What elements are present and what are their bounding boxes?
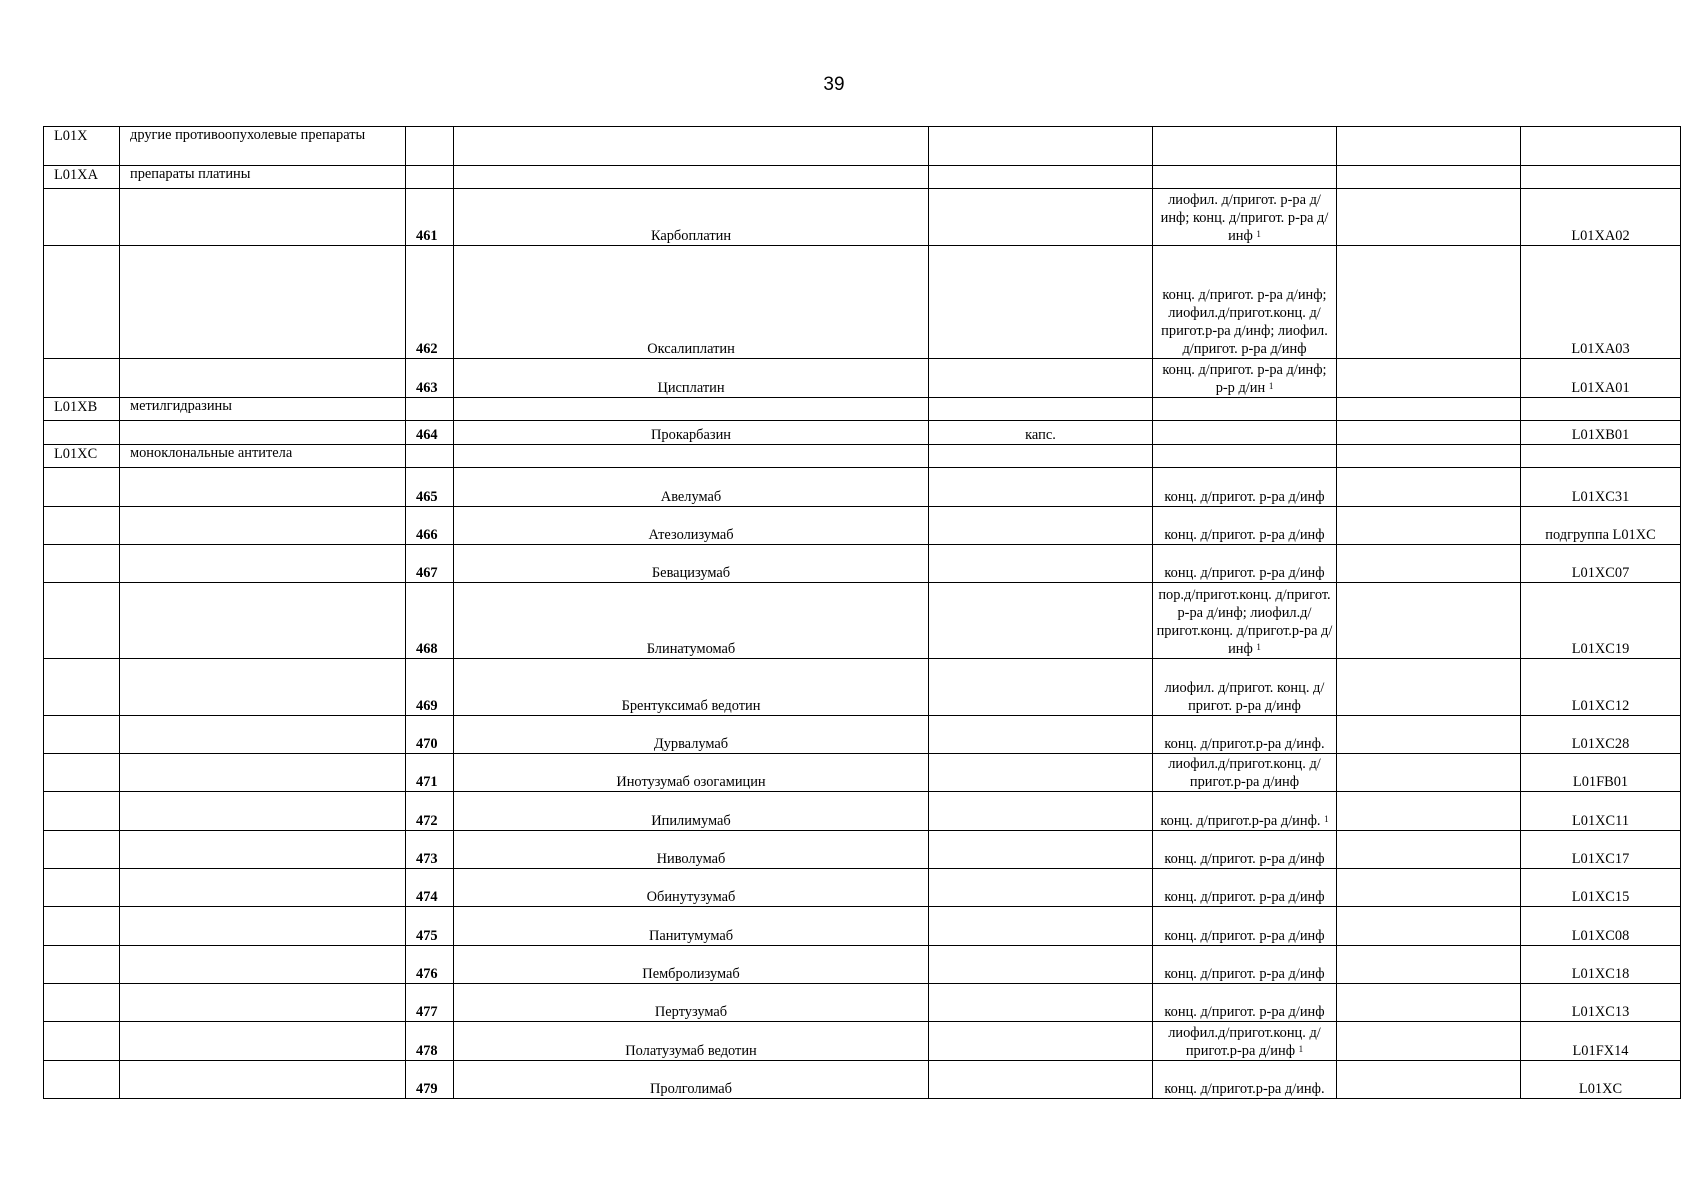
drug-name-text: Пролголимаб (650, 1081, 732, 1097)
drug-name-cell (454, 398, 929, 421)
group-name-text: препараты платины (130, 166, 251, 182)
drug-name-cell (454, 907, 929, 946)
group-name-cell (120, 831, 406, 869)
row-number-cell (406, 716, 454, 754)
empty-cell (1337, 754, 1521, 792)
drug-name-cell (454, 421, 929, 445)
group-name-cell (120, 468, 406, 507)
group-name-cell (120, 507, 406, 545)
drug-row (44, 189, 1681, 246)
row-number-text: 470 (416, 736, 438, 752)
footnote-marker: 1 (1256, 642, 1261, 652)
group-name-cell (120, 907, 406, 946)
dosage-form-cell (929, 907, 1153, 946)
atc-code-cell (1521, 166, 1681, 189)
atc-group-code-cell (44, 792, 120, 831)
dosage-form-cell (929, 1061, 1153, 1099)
drug-name-text: Дурвалумаб (653, 736, 729, 752)
release-form-cell (1153, 189, 1337, 246)
dosage-form-cell (929, 246, 1153, 359)
drug-name-text: Бевацизумаб (651, 565, 731, 581)
release-form-cell (1153, 716, 1337, 754)
group-name-cell (120, 946, 406, 984)
release-form-text: конц. д/пригот. р-ра д/инф (1164, 489, 1325, 505)
drug-name-cell (454, 659, 929, 716)
atc-group-code-cell (44, 1061, 120, 1099)
release-form-cell (1153, 445, 1337, 468)
drug-row (44, 421, 1681, 445)
atc-code-cell (1521, 507, 1681, 545)
dosage-form-cell (929, 445, 1153, 468)
drug-name-text: Пертузумаб (654, 1004, 728, 1020)
drug-name-cell (454, 831, 929, 869)
drug-name-text: Оксалиплатин (647, 341, 735, 357)
drug-name-text: Инотузумаб озогамицин (616, 774, 766, 790)
drug-name-text: Блинатумомаб (646, 641, 736, 657)
row-number-text: 465 (416, 489, 438, 505)
dosage-form-cell (929, 421, 1153, 445)
drug-name-cell (454, 246, 929, 359)
empty-cell (1337, 507, 1521, 545)
release-form-text: конц. д/пригот. р-ра д/инф (1164, 565, 1325, 581)
atc-group-code-cell (44, 127, 120, 166)
row-number-text: 476 (416, 966, 438, 982)
footnote-marker: 1 (1298, 1044, 1304, 1054)
release-form-cell (1153, 359, 1337, 398)
row-number-cell (406, 831, 454, 869)
drug-name-cell (454, 359, 929, 398)
drug-name-cell (454, 545, 929, 583)
atc-group-code-cell (44, 869, 120, 907)
atc-group-code-cell (44, 659, 120, 716)
footnote-marker: 1 (1268, 381, 1274, 391)
group-name-cell (120, 246, 406, 359)
atc-code-text: L01XC13 (1571, 1004, 1630, 1020)
release-form-text: конц. д/пригот. р-ра д/инф (1164, 966, 1325, 982)
release-form-cell (1153, 246, 1337, 359)
atc-code-cell (1521, 398, 1681, 421)
dosage-form-cell (929, 984, 1153, 1022)
release-form-cell (1153, 659, 1337, 716)
drug-row (44, 1022, 1681, 1061)
atc-group-code-cell (44, 468, 120, 507)
group-name-text: моноклональные антитела (130, 445, 293, 461)
atc-code-cell (1521, 907, 1681, 946)
row-number-text: 469 (416, 698, 438, 714)
dosage-form-cell (929, 545, 1153, 583)
release-form-text: конц. д/пригот. р-ра д/инф; лиофил.д/пригот.конц. д/пригот.р-ра д/инф; лиофил. д/пригот. р-ра д/инф (1161, 287, 1328, 357)
empty-cell (1337, 359, 1521, 398)
empty-cell (1337, 166, 1521, 189)
empty-cell (1337, 246, 1521, 359)
row-number-cell (406, 545, 454, 583)
dosage-form-cell (929, 792, 1153, 831)
atc-group-code-cell (44, 754, 120, 792)
row-number-cell (406, 445, 454, 468)
atc-code-cell (1521, 831, 1681, 869)
row-number-cell (406, 359, 454, 398)
atc-code-cell (1521, 127, 1681, 166)
atc-code-text: L01XC28 (1571, 736, 1630, 752)
drug-name-cell (454, 716, 929, 754)
atc-code-text: L01XC18 (1571, 966, 1630, 982)
release-form-cell (1153, 468, 1337, 507)
atc-group-code-cell (44, 246, 120, 359)
atc-group-code-cell (44, 984, 120, 1022)
empty-cell (1337, 421, 1521, 445)
drug-row (44, 716, 1681, 754)
atc-group-code-cell (44, 398, 120, 421)
atc-code-text: L01XC08 (1571, 928, 1630, 944)
atc-group-code-cell (44, 507, 120, 545)
empty-cell (1337, 189, 1521, 246)
row-number-cell (406, 792, 454, 831)
drug-name-cell (454, 754, 929, 792)
dosage-form-cell (929, 659, 1153, 716)
atc-group-code-cell (44, 1022, 120, 1061)
drug-row (44, 831, 1681, 869)
group-name-cell (120, 1022, 406, 1061)
atc-code-text: подгруппа L01XC (1545, 527, 1656, 543)
empty-cell (1337, 907, 1521, 946)
dosage-form-cell (929, 946, 1153, 984)
atc-group-code-cell (44, 946, 120, 984)
drug-row (44, 984, 1681, 1022)
dosage-form-cell (929, 869, 1153, 907)
atc-code-cell (1521, 545, 1681, 583)
row-number-text: 479 (416, 1081, 438, 1097)
atc-group-code-cell (44, 583, 120, 659)
group-name-cell (120, 792, 406, 831)
group-row (44, 445, 1681, 468)
drug-name-cell (454, 984, 929, 1022)
row-number-cell (406, 1061, 454, 1099)
atc-code-text: L01XC17 (1571, 851, 1630, 867)
row-number-cell (406, 166, 454, 189)
row-number-cell (406, 984, 454, 1022)
atc-code-cell (1521, 246, 1681, 359)
atc-code-text: L01XC15 (1571, 889, 1630, 905)
group-name-cell (120, 869, 406, 907)
row-number-text: 474 (416, 889, 438, 905)
group-name-cell (120, 659, 406, 716)
atc-code-cell (1521, 792, 1681, 831)
group-row (44, 398, 1681, 421)
atc-code-text: L01XC31 (1571, 489, 1630, 505)
drug-name-text: Атезолизумаб (648, 527, 734, 543)
group-name-cell (120, 984, 406, 1022)
drug-row (44, 1061, 1681, 1099)
drug-name-cell (454, 1022, 929, 1061)
row-number-cell (406, 246, 454, 359)
row-number-cell (406, 907, 454, 946)
atc-code-cell (1521, 359, 1681, 398)
drug-name-text: Пембролизумаб (642, 966, 740, 982)
empty-cell (1337, 127, 1521, 166)
row-number-text: 477 (416, 1004, 438, 1020)
drug-row (44, 359, 1681, 398)
empty-cell (1337, 583, 1521, 659)
release-form-cell (1153, 583, 1337, 659)
empty-cell (1337, 1022, 1521, 1061)
dosage-form-cell (929, 359, 1153, 398)
group-name-text: метилгидразины (130, 398, 232, 414)
release-form-cell (1153, 984, 1337, 1022)
drug-name-cell (454, 445, 929, 468)
release-form-cell (1153, 421, 1337, 445)
group-name-cell (120, 127, 406, 166)
row-number-text: 473 (416, 851, 438, 867)
row-number-cell (406, 127, 454, 166)
drug-name-text: Ипилимумаб (651, 813, 731, 829)
row-number-text: 463 (416, 380, 438, 396)
drug-name-text: Панитумумаб (648, 928, 734, 944)
atc-code-text: L01XC07 (1571, 565, 1630, 581)
row-number-text: 478 (416, 1043, 438, 1059)
atc-code-cell (1521, 583, 1681, 659)
release-form-text: лиофил.д/пригот.конц. д/пригот.р-ра д/инф (1168, 756, 1321, 790)
group-name-cell (120, 545, 406, 583)
release-form-cell (1153, 545, 1337, 583)
drug-name-text: Обинутузумаб (646, 889, 736, 905)
dosage-form-cell (929, 754, 1153, 792)
atc-code-text: L01XC (1578, 1081, 1623, 1097)
empty-cell (1337, 445, 1521, 468)
release-form-text: пор.д/пригот.конц. д/пригот. р-ра д/инф; лиофил.д/пригот.конц. д/пригот.р-ра д/инф (1156, 587, 1333, 657)
atc-code-cell (1521, 869, 1681, 907)
empty-cell (1337, 831, 1521, 869)
row-number-text: 466 (416, 527, 438, 543)
drug-row (44, 907, 1681, 946)
release-form-text: конц. д/пригот. р-ра д/инф (1164, 889, 1325, 905)
dosage-form-cell (929, 127, 1153, 166)
row-number-text: 461 (416, 228, 438, 244)
atc-code-text: L01XA02 (1571, 228, 1630, 244)
release-form-text: лиофил. д/пригот. р-ра д/инф; конц. д/пригот. р-ра д/инф (1160, 192, 1329, 244)
row-number-cell (406, 421, 454, 445)
atc-code-text: L01XC19 (1571, 641, 1630, 657)
atc-code-cell (1521, 984, 1681, 1022)
row-number-text: 462 (416, 341, 438, 357)
release-form-cell (1153, 166, 1337, 189)
drug-name-cell (454, 869, 929, 907)
atc-code-cell (1521, 754, 1681, 792)
release-form-text: лиофил.д/пригот.конц. д/пригот.р-ра д/инф (1168, 1025, 1321, 1059)
drug-row (44, 246, 1681, 359)
group-name-text: другие противоопухолевые препараты (130, 127, 366, 143)
drug-row (44, 507, 1681, 545)
drug-row (44, 946, 1681, 984)
release-form-text: конц. д/пригот.р-ра д/инф. (1164, 1081, 1325, 1097)
drug-name-text: Авелумаб (660, 489, 722, 505)
group-name-cell (120, 445, 406, 468)
row-number-cell (406, 189, 454, 246)
atc-group-code-cell (44, 445, 120, 468)
drug-name-cell (454, 127, 929, 166)
group-row (44, 166, 1681, 189)
atc-code-cell (1521, 421, 1681, 445)
dosage-form-cell (929, 831, 1153, 869)
release-form-cell (1153, 1061, 1337, 1099)
footnote-marker: 1 (1324, 814, 1329, 824)
atc-code-cell (1521, 445, 1681, 468)
release-form-cell (1153, 831, 1337, 869)
atc-group-code-cell (44, 545, 120, 583)
row-number-text: 467 (416, 565, 438, 581)
drug-row (44, 583, 1681, 659)
drug-name-cell (454, 1061, 929, 1099)
atc-code-cell (1521, 716, 1681, 754)
drug-name-text: Прокарбазин (651, 427, 731, 443)
empty-cell (1337, 545, 1521, 583)
release-form-cell (1153, 869, 1337, 907)
drug-name-cell (454, 468, 929, 507)
row-number-cell (406, 869, 454, 907)
drug-name-cell (454, 792, 929, 831)
release-form-text: конц. д/пригот. р-ра д/инф (1164, 928, 1325, 944)
atc-group-code-cell (44, 359, 120, 398)
atc-code-text: L01XC12 (1571, 698, 1630, 714)
atc-code-text: L01FX14 (1572, 1043, 1629, 1059)
atc-code-cell (1521, 1022, 1681, 1061)
drug-name-cell (454, 946, 929, 984)
release-form-text: конц. д/пригот. р-ра д/инф (1164, 1004, 1325, 1020)
atc-code-cell (1521, 1061, 1681, 1099)
group-name-cell (120, 1061, 406, 1099)
release-form-text: конц. д/пригот.р-ра д/инф. (1164, 736, 1325, 752)
dosage-form-cell (929, 716, 1153, 754)
release-form-cell (1153, 754, 1337, 792)
dosage-form-cell (929, 507, 1153, 545)
dosage-form-cell (929, 468, 1153, 507)
release-form-text: лиофил. д/пригот. конц. д/пригот. р-ра д/инф (1164, 680, 1325, 714)
drug-name-cell (454, 189, 929, 246)
group-name-cell (120, 716, 406, 754)
atc-code-cell (1521, 659, 1681, 716)
dosage-form-cell (929, 1022, 1153, 1061)
empty-cell (1337, 869, 1521, 907)
dosage-form-cell (929, 189, 1153, 246)
drug-name-text: Цисплатин (657, 380, 725, 396)
drug-name-text: Карбоплатин (650, 228, 732, 244)
drug-row (44, 545, 1681, 583)
group-name-cell (120, 189, 406, 246)
row-number-cell (406, 468, 454, 507)
row-number-cell (406, 507, 454, 545)
release-form-cell (1153, 792, 1337, 831)
drug-name-text: Полатузумаб ведотин (625, 1043, 757, 1059)
empty-cell (1337, 659, 1521, 716)
atc-code-text: L01XB01 (1571, 427, 1630, 443)
atc-code-text: L01FB01 (1572, 774, 1629, 790)
drug-row (44, 792, 1681, 831)
atc-code-cell (1521, 468, 1681, 507)
atc-group-code-cell (44, 421, 120, 445)
dosage-form-cell (929, 166, 1153, 189)
row-number-text: 471 (416, 774, 438, 790)
row-number-text: 475 (416, 928, 438, 944)
footnote-marker: 1 (1256, 229, 1261, 239)
empty-cell (1337, 946, 1521, 984)
row-number-text: 464 (416, 427, 438, 443)
atc-code-text: L01XA03 (1571, 341, 1630, 357)
release-form-text: конц. д/пригот. р-ра д/инф; р-р д/ин (1162, 362, 1327, 396)
row-number-cell (406, 398, 454, 421)
release-form-cell (1153, 1022, 1337, 1061)
release-form-text: конц. д/пригот. р-ра д/инф (1164, 527, 1325, 543)
drug-row (44, 468, 1681, 507)
drug-table (43, 126, 1681, 1099)
group-name-cell (120, 166, 406, 189)
group-name-cell (120, 398, 406, 421)
row-number-cell (406, 659, 454, 716)
drug-name-cell (454, 583, 929, 659)
empty-cell (1337, 984, 1521, 1022)
empty-cell (1337, 1061, 1521, 1099)
atc-group-code-cell (44, 907, 120, 946)
atc-code-cell (1521, 189, 1681, 246)
row-number-text: 468 (416, 641, 438, 657)
atc-group-code-text: L01X (54, 128, 88, 144)
release-form-cell (1153, 398, 1337, 421)
group-name-cell (120, 754, 406, 792)
atc-group-code-text: L01XB (54, 399, 98, 415)
group-name-cell (120, 359, 406, 398)
row-number-cell (406, 946, 454, 984)
drug-name-text: Брентуксимаб ведотин (621, 698, 761, 714)
dosage-form-cell (929, 398, 1153, 421)
release-form-cell (1153, 127, 1337, 166)
empty-cell (1337, 792, 1521, 831)
row-number-cell (406, 1022, 454, 1061)
drug-row (44, 659, 1681, 716)
dosage-form-cell (929, 583, 1153, 659)
atc-code-cell (1521, 946, 1681, 984)
atc-group-code-text: L01XA (54, 167, 98, 183)
drug-name-cell (454, 166, 929, 189)
drug-name-cell (454, 507, 929, 545)
row-number-cell (406, 583, 454, 659)
release-form-text: конц. д/пригот.р-ра д/инф. (1160, 813, 1321, 829)
atc-group-code-cell (44, 189, 120, 246)
release-form-cell (1153, 907, 1337, 946)
release-form-cell (1153, 946, 1337, 984)
row-number-cell (406, 754, 454, 792)
group-name-cell (120, 583, 406, 659)
atc-group-code-cell (44, 831, 120, 869)
atc-group-code-text: L01XC (54, 446, 98, 462)
empty-cell (1337, 468, 1521, 507)
drug-row (44, 869, 1681, 907)
page-number: 39 (823, 74, 845, 95)
dosage-form-text: капс. (1025, 427, 1056, 443)
atc-group-code-cell (44, 716, 120, 754)
group-row (44, 127, 1681, 166)
empty-cell (1337, 716, 1521, 754)
atc-code-text: L01XC11 (1571, 813, 1630, 829)
group-name-cell (120, 421, 406, 445)
empty-cell (1337, 398, 1521, 421)
atc-group-code-cell (44, 166, 120, 189)
release-form-cell (1153, 507, 1337, 545)
row-number-text: 472 (416, 813, 438, 829)
drug-name-text: Ниволумаб (656, 851, 726, 867)
drug-row (44, 754, 1681, 792)
release-form-text: конц. д/пригот. р-ра д/инф (1164, 851, 1325, 867)
atc-code-text: L01XA01 (1571, 380, 1630, 396)
table-body (44, 127, 1681, 1099)
